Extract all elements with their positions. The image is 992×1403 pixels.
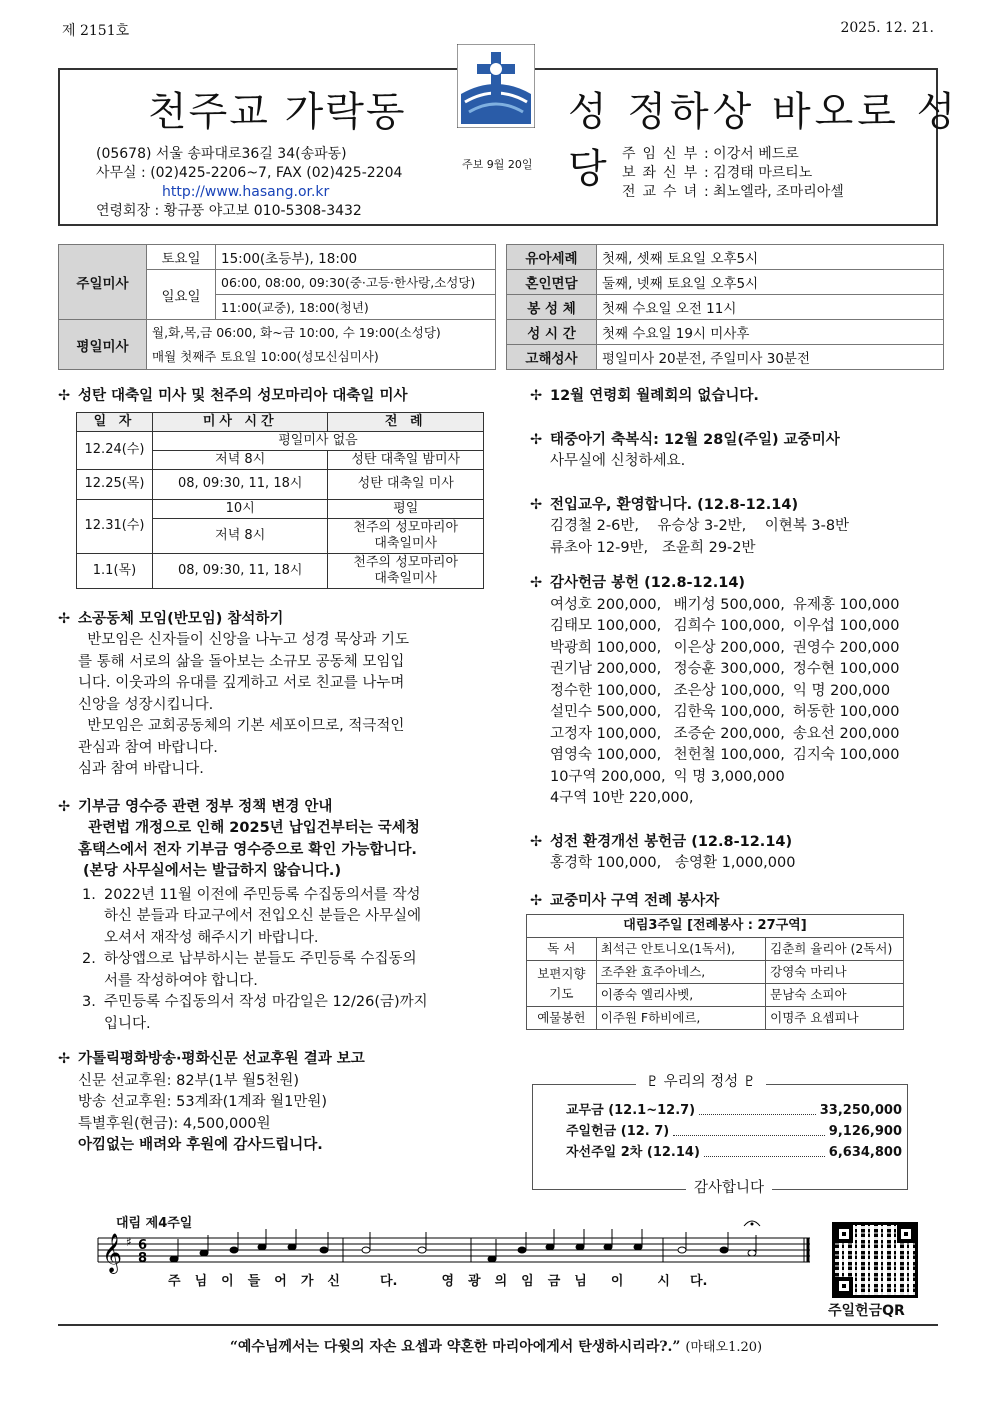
- sched-right-label: 성 시 간: [507, 320, 597, 345]
- saturday-times: 15:00(초등부), 18:00: [216, 245, 496, 270]
- sched-right-label: 고해성사: [507, 345, 597, 370]
- table-row: 박광희 100,000, 이은상 200,000, 권영수 200,000: [550, 639, 900, 656]
- sched-right-label: 유아세례: [507, 245, 597, 270]
- server-name: 문남숙 소피아: [766, 984, 904, 1007]
- sched-right-value: 첫째 수요일 19시 미사후: [597, 320, 944, 345]
- offering-title: ♇ 우리의 정성 ♇: [636, 1070, 766, 1091]
- servers-title: ✢ 교중미사 구역 전례 봉사자: [530, 891, 940, 913]
- offering-row: 주일헌금 (12. 7) 9,126,900: [566, 1121, 902, 1142]
- small-community-body: 반모임은 신자들이 신앙을 나누고 성경 묵상과 기도 를 통해 서로의 삶을 돌아보는 소규모 공동체 모임입 니다. 이웃과의 유대를 깊게하고 서로 친교를 나누며 신앙을 성장시킵니다. 반모임은 교회공동체의 기본 세포이므로, 적극적인 관심과 참여 바랍니다. 심과 참여 바랍니다.: [78, 632, 410, 777]
- weekday-times-2: 매월 첫째주 토요일 10:00(성모신심미사): [147, 345, 496, 370]
- role-cell: 보편지향 기도: [527, 961, 597, 1007]
- date-cell: 12.24(수): [77, 431, 153, 469]
- sched-right-label: 봉 성 체: [507, 295, 597, 320]
- parish-address-block: [96, 145, 402, 221]
- catholic-media-body: 신문 선교후원: 82부(1부 월5천원) 방송 선교후원: 53계좌(1계좌 월1만원) 특별후원(현금): 4,500,000원 아낌없는 배려와 후원에 감사드립니다.: [78, 1072, 328, 1153]
- welcome-list: 김경철 2-6반, 유승상 3-2반, 이현복 3-8반 류초아 12-9반, 조윤희 29-2반: [550, 518, 850, 556]
- table-row: 여성호 200,000, 배기성 500,000, 유제홍 100,000: [550, 596, 900, 613]
- server-name: 조주완 효주아네스,: [596, 961, 765, 984]
- saturday-label: 토요일: [147, 245, 216, 270]
- footer-divider: [58, 1324, 938, 1326]
- cross-icon: ✢: [58, 610, 71, 627]
- christmas-mass-table: [76, 412, 484, 589]
- parish-logo: [457, 44, 535, 128]
- postal-address: (05678) 서울 송파대로36길 34(송파동): [96, 146, 347, 162]
- offering-qr-code[interactable]: [832, 1222, 918, 1298]
- offering-thanks: 감사합니다: [686, 1176, 772, 1197]
- funeral-chairman: 연령회장 : 황규풍 야고보 010-5308-3432: [96, 203, 362, 219]
- parish-name-left: 천주교 가락동: [148, 89, 407, 135]
- staff-svg: [88, 1212, 818, 1308]
- server-name: 강영숙 마리나: [766, 961, 904, 984]
- mass-schedule-table: [58, 244, 944, 370]
- cross-icon: ✢: [58, 388, 71, 404]
- role-cell: 독 서: [527, 938, 597, 961]
- list-item: 1. 2022년 11월 이전에 주민등록 수집동의서를 작성 하신 분들과 타교구에서 전입오신 분들은 사무실에 오셔서 재작성 해주시기 바랍니다.: [82, 886, 422, 946]
- server-name: 최석근 안토니오(1독서),: [596, 938, 765, 961]
- table-row: 정수한 100,000, 조은상 100,000, 익 명 200,000: [550, 682, 891, 699]
- svg-text:6: 6: [138, 1238, 148, 1253]
- thanks-offering-title: ✢ 감사헌금 봉헌 (12.8-12.14): [530, 573, 940, 595]
- donation-receipt-items: [58, 885, 498, 1036]
- sched-right-value: 첫째 수요일 오전 11시: [597, 295, 944, 320]
- sunday-mass-label: 주일미사: [59, 245, 147, 320]
- server-name: 김춘희 율리아 (2독서): [766, 938, 904, 961]
- parish-name-right: 성 정하상 바오로 성당: [568, 89, 960, 192]
- cross-icon: ✢: [58, 1051, 71, 1067]
- right-column: [530, 386, 940, 1030]
- meeting-notice: ✢ 12월 연령회 월례회의 없습니다.: [530, 386, 940, 408]
- table-row: 4구역 10반 220,000,: [550, 790, 694, 806]
- sunday-label: 일요일: [147, 270, 216, 320]
- servers-header: 대림3주일 [전례봉사 : 27구역]: [527, 915, 904, 938]
- table-row: 권기남 200,000, 정승훈 300,000, 정수현 100,000: [550, 661, 900, 677]
- small-community-title: ✢ 소공동체 모임(반모임) 참석하기: [58, 609, 498, 631]
- table-row: 고정자 100,000, 조증순 200,000, 송요선 200,000: [550, 725, 900, 742]
- christmas-title: ✢ 성탄 대축일 미사 및 천주의 성모마리아 대축일 미사: [58, 386, 498, 408]
- liturgy-cell: 성탄 대축일 미사: [328, 469, 484, 499]
- liturgy-cell: 천주의 성모마리아 대축일미사: [328, 553, 484, 588]
- time-cell: 저녁 8시: [152, 518, 328, 553]
- server-name: 이주원 F하비에르,: [596, 1007, 765, 1030]
- donation-receipt-notice: 관련법 개정으로 인해 2025년 납입건부터는 국세청 홈택스에서 전자 기부금 영수증으로 확인 가능합니다. (본당 사무실에서는 발급하지 않습니다.): [78, 820, 420, 879]
- cross-icon: ✢: [530, 496, 543, 513]
- cross-icon: ✢: [530, 833, 543, 850]
- table-row: 설민수 500,000, 김한욱 100,000, 허동한 100,000: [550, 704, 900, 720]
- qr-label: 주일헌금QR: [828, 1303, 905, 1319]
- table-row: 김태모 100,000, 김희수 100,000, 이우섭 100,000: [550, 618, 900, 634]
- date-cell: 12.31(수): [77, 499, 153, 553]
- table-row: 10구역 200,000, 익 명 3,000,000: [550, 768, 785, 785]
- offering-row: 자선주일 2차 (12.14) 6,634,800: [566, 1142, 902, 1163]
- clergy-role: 전교수녀: [622, 184, 705, 200]
- svg-text:𝄞: 𝄞: [102, 1233, 123, 1273]
- office-phone: 사무실 : (02)425-2206~7, FAX (02)425-2204: [96, 165, 403, 181]
- svg-text:♯: ♯: [126, 1235, 132, 1249]
- clergy-assistant: [622, 164, 844, 183]
- issue-date: 2025. 12. 21.: [840, 20, 934, 36]
- thanks-offering-table: [550, 595, 907, 810]
- clergy-sisters: [622, 183, 844, 202]
- sunday-times-1: 06:00, 08:00, 09:30(중·고등·한사랑,소성당): [216, 270, 496, 295]
- cross-icon: ✢: [530, 892, 543, 909]
- servers-table: [526, 914, 904, 1030]
- time-cell: 저녁 8시: [152, 450, 328, 469]
- liturgy-cell: 성탄 대축일 밤미사: [328, 450, 484, 469]
- col-header: 전 례: [328, 412, 484, 431]
- sched-right-label: 혼인면담: [507, 270, 597, 295]
- sched-right-value: 평일미사 20분전, 주일미사 30분전: [597, 345, 944, 370]
- clergy-name: : 최노엘라, 조마리아셀: [704, 184, 844, 200]
- offering-row: 교무금 (12.1~12.7) 33,250,000: [566, 1100, 902, 1121]
- blessing-sub: 사무실에 신청하세요.: [550, 453, 686, 469]
- sched-right-value: 둘째, 넷째 토요일 오후5시: [597, 270, 944, 295]
- clergy-role: 주임신부: [622, 146, 705, 162]
- music-title: 대림 제4주일: [116, 1216, 193, 1231]
- server-name: 이종숙 엘리사벳,: [596, 984, 765, 1007]
- svg-text:8: 8: [138, 1251, 148, 1266]
- quote-reference: (마태오1.20): [685, 1340, 763, 1355]
- sunday-times-2: 11:00(교중), 18:00(청년): [216, 295, 496, 320]
- offering-rows: [566, 1100, 902, 1163]
- music-staff: [88, 1212, 818, 1308]
- liturgy-cell: 평일: [328, 499, 484, 518]
- cell: 평일미사 없음: [152, 431, 483, 450]
- welcome-title: ✢ 전입교우, 환영합니다. (12.8-12.14): [530, 495, 940, 517]
- donation-receipt-title: ✢ 기부금 영수증 관련 정부 정책 변경 안내: [58, 797, 498, 819]
- list-item: 2. 하상앱으로 납부하시는 분들도 주민등록 수집동의 서를 작성하여야 합니다.: [82, 951, 417, 989]
- lyrics: 주 님 이 들 어 가 신 다. 영 광 의 임 금 님 이 시 다.: [168, 1274, 708, 1289]
- issue-number: 제 2151호: [62, 23, 130, 39]
- date-cell: 1.1(목): [77, 553, 153, 588]
- cross-icon: ✢: [58, 798, 71, 815]
- weekday-times-1: 월,화,목,금 06:00, 화~금 10:00, 수 19:00(소성당): [147, 320, 496, 345]
- jubo-note: 주보 9월 20일: [462, 158, 533, 171]
- time-cell: 08, 09:30, 11, 18시: [152, 469, 328, 499]
- catholic-media-title: ✢ 가톨릭평화방송·평화신문 선교후원 결과 보고: [58, 1049, 498, 1071]
- col-header: 일 자: [77, 412, 153, 431]
- time-cell: 08, 09:30, 11, 18시: [152, 553, 328, 588]
- time-cell: 10시: [152, 499, 328, 518]
- table-row: 염영숙 100,000, 천헌철 100,000, 김지숙 100,000: [550, 747, 900, 763]
- clergy-pastor: [622, 145, 844, 164]
- cross-icon: ✢: [530, 575, 543, 591]
- col-header: 미사 시간: [152, 412, 328, 431]
- quote-text: “예수님께서는 다윗의 자손 요셉과 약혼한 마리아에게서 탄생하시리라?.”: [229, 1339, 681, 1355]
- cross-icon: ✢: [530, 388, 543, 404]
- environment-offering-title: ✢ 성전 환경개선 봉헌금 (12.8-12.14): [530, 832, 940, 854]
- server-name: 이명주 요셉피나: [766, 1007, 904, 1030]
- environment-offering-line: 홍경학 100,000, 송영환 1,000,000: [550, 855, 796, 871]
- clergy-name: : 김경태 마르티노: [704, 165, 813, 181]
- role-cell: 예물봉헌: [527, 1007, 597, 1030]
- cross-icon: ✢: [530, 431, 543, 448]
- liturgy-cell: 천주의 성모마리아 대축일미사: [328, 518, 484, 553]
- bible-quote: [0, 1336, 992, 1356]
- sched-right-value: 첫째, 셋째 토요일 오후5시: [597, 245, 944, 270]
- blessing-title: ✢ 태중아기 축복식: 12월 28일(주일) 교중미사: [530, 430, 940, 452]
- weekday-mass-label: 평일미사: [59, 320, 147, 370]
- left-column: [58, 386, 498, 1157]
- list-item: 3. 주민등록 수집동의서 작성 마감일은 12/26(금)까지 입니다.: [82, 994, 428, 1032]
- website-link[interactable]: http://www.hasang.or.kr: [162, 184, 330, 200]
- clergy-role: 보좌신부: [622, 165, 705, 181]
- date-cell: 12.25(목): [77, 469, 153, 499]
- clergy-name: : 이강서 베드로: [704, 146, 799, 162]
- clergy-list: [622, 145, 844, 202]
